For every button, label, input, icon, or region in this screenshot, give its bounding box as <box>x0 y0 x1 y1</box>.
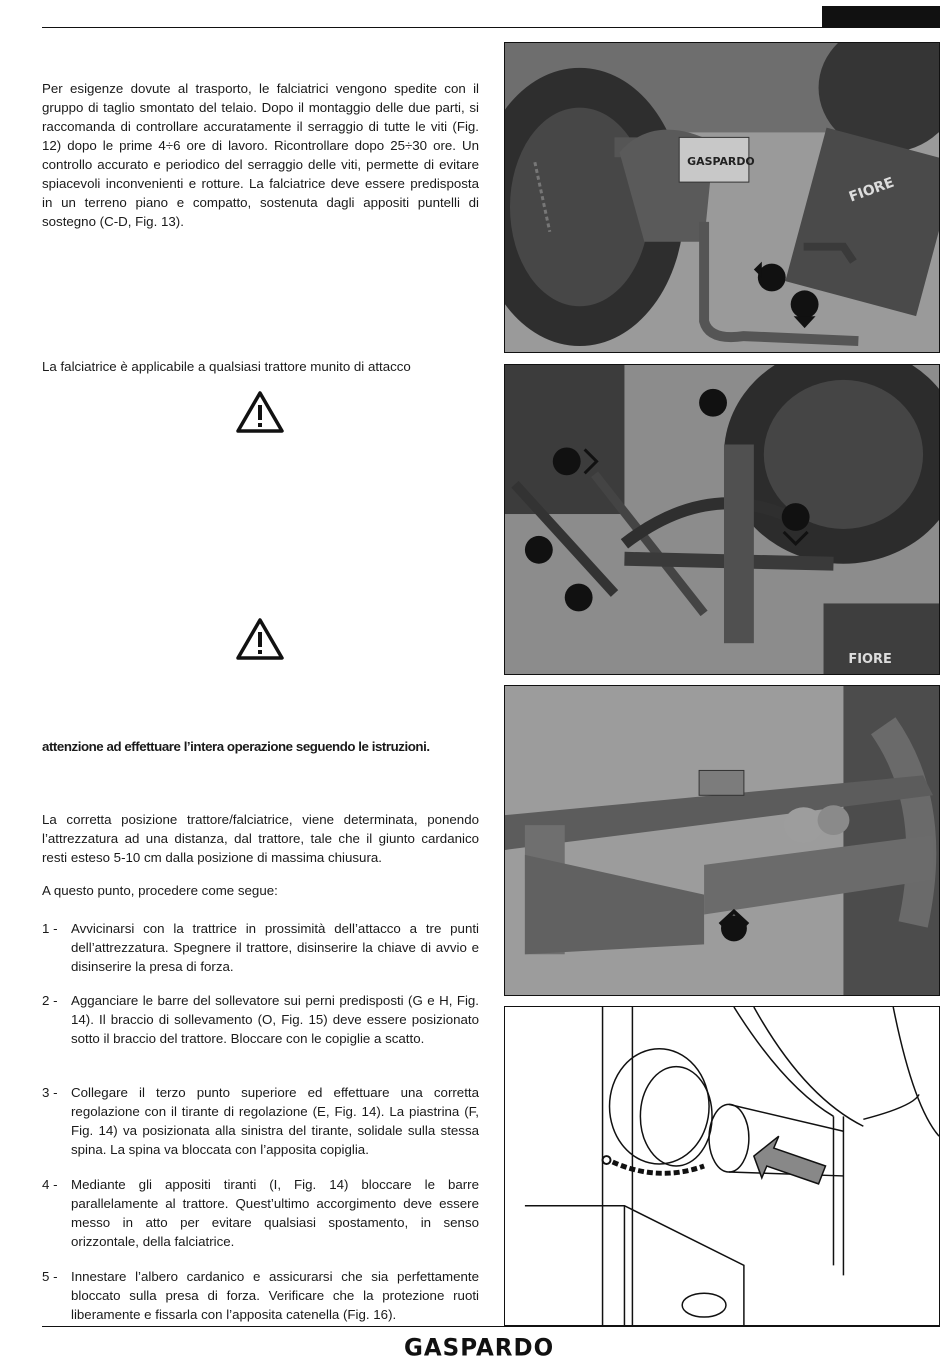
photo-brand-label: GASPARDO <box>687 155 755 169</box>
step-number: 2 - <box>42 993 58 1008</box>
step-number: 5 - <box>42 1269 58 1284</box>
figure-12-photo <box>504 42 940 353</box>
step-text: Mediante gli appositi tiranti (I, Fig. 14) bloccare le barre parallelamente al trattore. Quest’ultimo accorgimento deve essere messo in atto per evitare qualsiasi spostamento, in senso orizzontale, della falciatrice. <box>71 1177 479 1249</box>
figure-13-photo <box>504 364 940 675</box>
step-text: Collegare il terzo punto superiore ed effettuare una corretta regolazione con il tirante di regolazione (E, Fig. 14). La piastrina (F, Fig. 14) va posizionata alla sinistra del tirante, solidale sulla stessa spina. La spina va bloccata con l’apposita copiglia. <box>71 1085 479 1157</box>
step-number: 4 - <box>42 1177 58 1192</box>
step-number: 3 - <box>42 1085 58 1100</box>
step-item <box>42 991 479 1048</box>
header-rule <box>42 27 940 28</box>
warning-icon <box>235 390 285 434</box>
step-text: Agganciare le barre del sollevatore sui perni predisposti (G e H, Fig. 14). Il braccio di sollevamento (O, Fig. 15) deve essere posizionato sotto il braccio del trattore. Bloccare con le copiglie a scatto. <box>71 993 479 1046</box>
step-item <box>42 1083 479 1159</box>
photo-cutter-label: FIORE <box>846 174 897 206</box>
proceed-paragraph: A questo punto, procedere come segue: <box>42 883 278 898</box>
footer-rule <box>42 1326 940 1327</box>
step-text: Avvicinarsi con la trattrice in prossimità dell’attacco a tre punti dell’attrezzatura. Spegnere il trattore, disinserire la chiave di avvio e disinserire la presa di forza. <box>71 921 479 974</box>
section-tab <box>822 6 940 27</box>
figure-16-drawing <box>504 1006 940 1326</box>
step-number: 1 - <box>42 921 58 936</box>
attention-note: attenzione ad effettuare l’intera operazione seguendo le istruzioni. <box>42 739 430 754</box>
warning-icon <box>235 617 285 661</box>
step-item <box>42 919 479 976</box>
brand-logo: GASPARDO <box>404 1334 555 1362</box>
applicable-paragraph: La falciatrice è applicabile a qualsiasi trattore munito di attacco <box>42 359 411 374</box>
position-paragraph: La corretta posizione trattore/falciatrice, viene determinata, ponendo l’attrezzatura ad una distanza, dal trattore, tale che il giunto cardanico resti esteso 5-10 cm dalla posizione di massima chiusura. <box>42 812 479 865</box>
step-text: Innestare l’albero cardanico e assicurarsi che sia perfettamente bloccato sulla presa di forza. Verificare che la protezione ruoti liberamente e fissarla con l’apposita catenella (Fig. 16). <box>71 1269 479 1322</box>
step-item <box>42 1267 479 1324</box>
figure-14-photo <box>504 685 940 996</box>
step-item <box>42 1175 479 1251</box>
photo-cutter-label: FIORE <box>848 652 892 668</box>
intro-paragraph: Per esigenze dovute al trasporto, le falciatrici vengono spedite con il gruppo di taglio smontato del telaio. Dopo il montaggio delle due parti, si raccomanda di controllare accuratamente il serraggio di tutte le viti (Fig. 12) dopo le prime 4÷6 ore di lavoro. Ricontrollare dopo 25÷30 ore. Un controllo accurato e periodico del serraggio delle viti, permette di evitare spiacevoli inconvenienti e rotture. La falciatrice deve essere predisposta in un terreno piano e compatto, sostenuta dagli appositi puntelli di sostegno (C-D, Fig. 13). <box>42 81 479 229</box>
